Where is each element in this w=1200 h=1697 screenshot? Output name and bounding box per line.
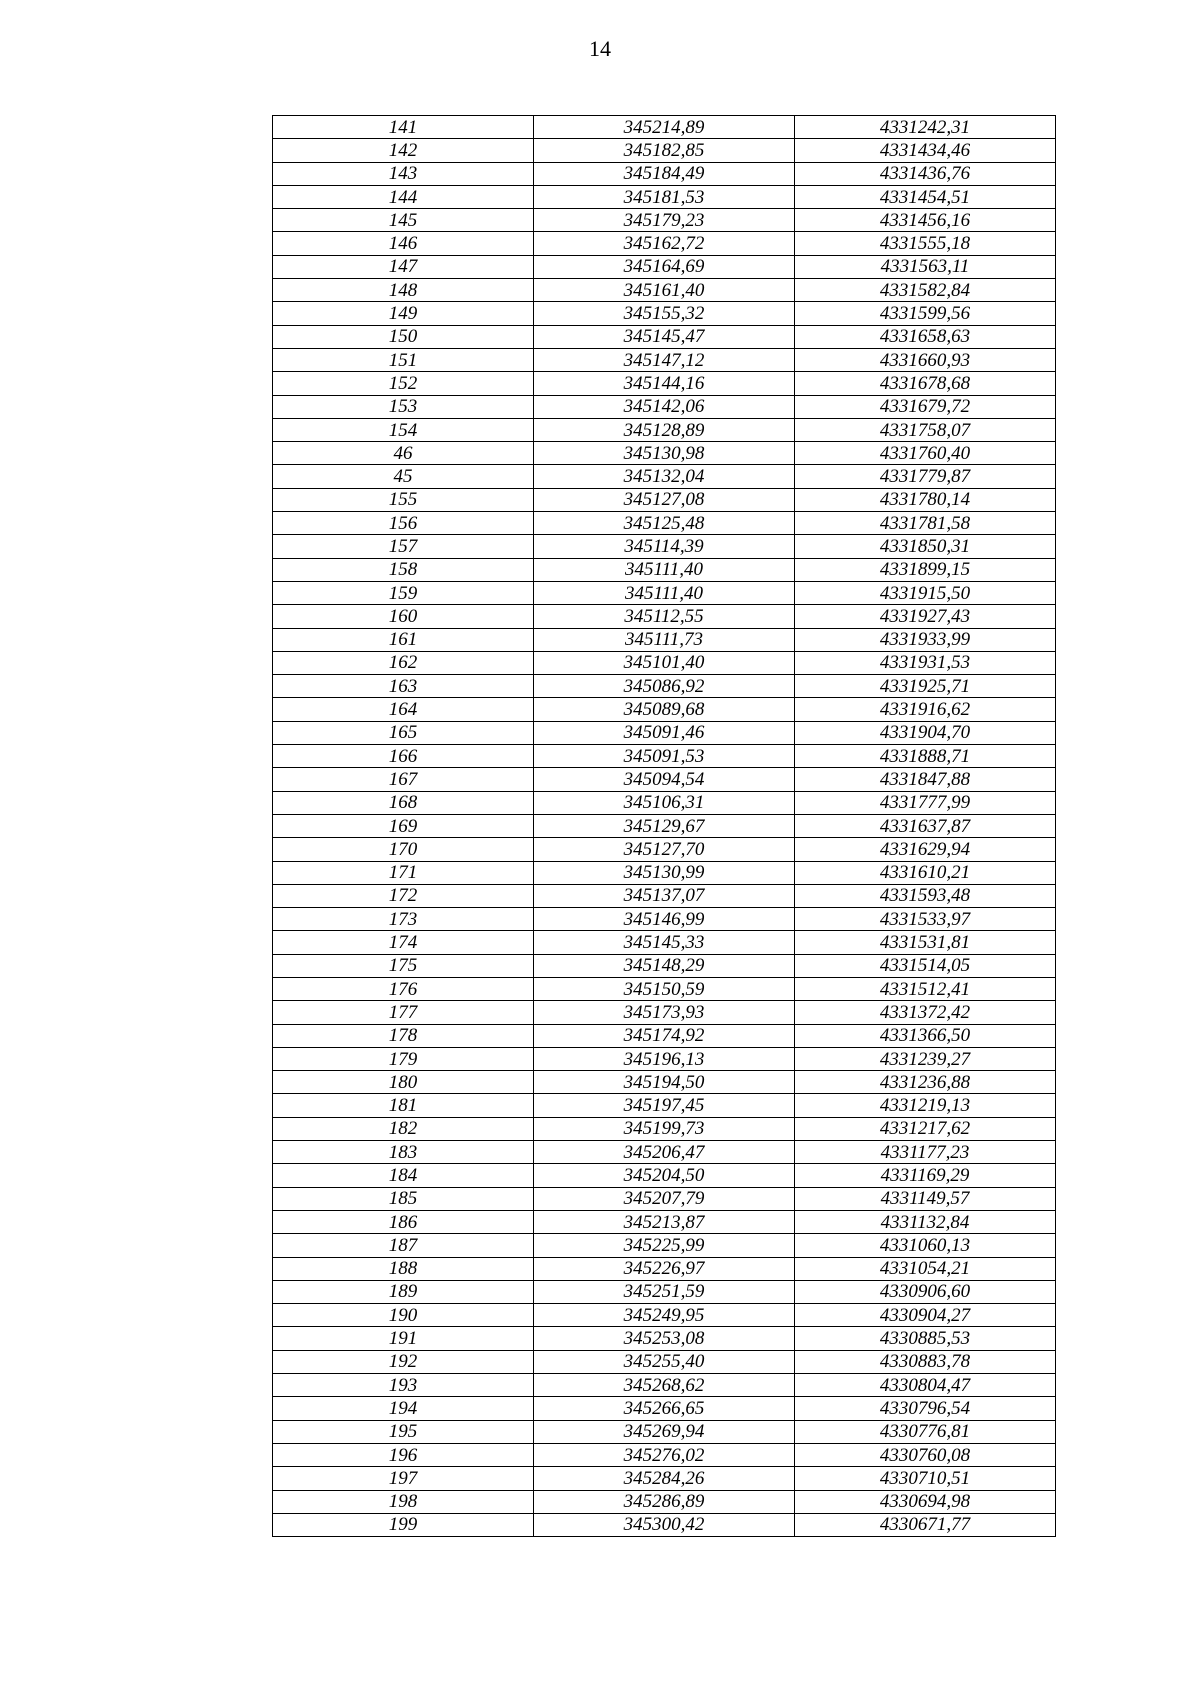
table-row — [273, 209, 1056, 232]
table-row — [273, 838, 1056, 861]
y-coordinate-cell: 4330694,98 — [795, 1490, 1056, 1513]
point-number-cell: 171 — [273, 861, 534, 884]
table-row — [273, 1047, 1056, 1070]
y-coordinate-cell: 4331512,41 — [795, 977, 1056, 1000]
y-coordinate-cell: 4331927,43 — [795, 605, 1056, 628]
table-row — [273, 605, 1056, 628]
table-row — [273, 651, 1056, 674]
point-number-cell: 151 — [273, 348, 534, 371]
point-number-cell: 46 — [273, 442, 534, 465]
table-row — [273, 1071, 1056, 1094]
point-number-cell: 141 — [273, 116, 534, 139]
y-coordinate-cell: 4331904,70 — [795, 721, 1056, 744]
x-coordinate-cell: 345145,47 — [534, 325, 795, 348]
x-coordinate-cell: 345111,73 — [534, 628, 795, 651]
point-number-cell: 152 — [273, 372, 534, 395]
point-number-cell: 198 — [273, 1490, 534, 1513]
table-row — [273, 372, 1056, 395]
y-coordinate-cell: 4331533,97 — [795, 908, 1056, 931]
y-coordinate-cell: 4331916,62 — [795, 698, 1056, 721]
point-number-cell: 196 — [273, 1443, 534, 1466]
y-coordinate-cell: 4330904,27 — [795, 1304, 1056, 1327]
x-coordinate-cell: 345101,40 — [534, 651, 795, 674]
point-number-cell: 174 — [273, 931, 534, 954]
table-row — [273, 1164, 1056, 1187]
point-number-cell: 186 — [273, 1210, 534, 1233]
point-number-cell: 155 — [273, 488, 534, 511]
point-number-cell: 180 — [273, 1071, 534, 1094]
table-row — [273, 1094, 1056, 1117]
x-coordinate-cell: 345094,54 — [534, 768, 795, 791]
x-coordinate-cell: 345130,98 — [534, 442, 795, 465]
x-coordinate-cell: 345150,59 — [534, 977, 795, 1000]
x-coordinate-cell: 345174,92 — [534, 1024, 795, 1047]
y-coordinate-cell: 4331610,21 — [795, 861, 1056, 884]
x-coordinate-cell: 345089,68 — [534, 698, 795, 721]
y-coordinate-cell: 4330804,47 — [795, 1374, 1056, 1397]
y-coordinate-cell: 4331217,62 — [795, 1117, 1056, 1140]
table-row — [273, 1350, 1056, 1373]
point-number-cell: 167 — [273, 768, 534, 791]
x-coordinate-cell: 345091,53 — [534, 745, 795, 768]
x-coordinate-cell: 345148,29 — [534, 954, 795, 977]
point-number-cell: 144 — [273, 185, 534, 208]
x-coordinate-cell: 345106,31 — [534, 791, 795, 814]
point-number-cell: 183 — [273, 1141, 534, 1164]
table-row — [273, 954, 1056, 977]
y-coordinate-cell: 4331678,68 — [795, 372, 1056, 395]
x-coordinate-cell: 345128,89 — [534, 418, 795, 441]
y-coordinate-cell: 4330671,77 — [795, 1513, 1056, 1536]
x-coordinate-cell: 345182,85 — [534, 139, 795, 162]
x-coordinate-cell: 345266,65 — [534, 1397, 795, 1420]
x-coordinate-cell: 345125,48 — [534, 512, 795, 535]
y-coordinate-cell: 4331850,31 — [795, 535, 1056, 558]
point-number-cell: 199 — [273, 1513, 534, 1536]
x-coordinate-cell: 345276,02 — [534, 1443, 795, 1466]
y-coordinate-cell: 4331366,50 — [795, 1024, 1056, 1047]
x-coordinate-cell: 345199,73 — [534, 1117, 795, 1140]
table-row — [273, 325, 1056, 348]
table-row — [273, 1374, 1056, 1397]
y-coordinate-cell: 4331219,13 — [795, 1094, 1056, 1117]
table-row — [273, 418, 1056, 441]
x-coordinate-cell: 345142,06 — [534, 395, 795, 418]
table-row — [273, 977, 1056, 1000]
y-coordinate-cell: 4331660,93 — [795, 348, 1056, 371]
x-coordinate-cell: 345253,08 — [534, 1327, 795, 1350]
y-coordinate-cell: 4330906,60 — [795, 1280, 1056, 1303]
table-row — [273, 1257, 1056, 1280]
y-coordinate-cell: 4331847,88 — [795, 768, 1056, 791]
table-row — [273, 1280, 1056, 1303]
x-coordinate-cell: 345286,89 — [534, 1490, 795, 1513]
x-coordinate-cell: 345226,97 — [534, 1257, 795, 1280]
y-coordinate-cell: 4330776,81 — [795, 1420, 1056, 1443]
point-number-cell: 161 — [273, 628, 534, 651]
table-row — [273, 139, 1056, 162]
table-row — [273, 348, 1056, 371]
point-number-cell: 154 — [273, 418, 534, 441]
page-number: 14 — [589, 36, 611, 61]
x-coordinate-cell: 345145,33 — [534, 931, 795, 954]
y-coordinate-cell: 4330885,53 — [795, 1327, 1056, 1350]
table-row — [273, 908, 1056, 931]
table-row — [273, 465, 1056, 488]
y-coordinate-cell: 4331931,53 — [795, 651, 1056, 674]
y-coordinate-cell: 4331780,14 — [795, 488, 1056, 511]
x-coordinate-cell: 345204,50 — [534, 1164, 795, 1187]
point-number-cell: 191 — [273, 1327, 534, 1350]
y-coordinate-cell: 4330760,08 — [795, 1443, 1056, 1466]
x-coordinate-cell: 345147,12 — [534, 348, 795, 371]
point-number-cell: 168 — [273, 791, 534, 814]
x-coordinate-cell: 345300,42 — [534, 1513, 795, 1536]
x-coordinate-cell: 345132,04 — [534, 465, 795, 488]
point-number-cell: 45 — [273, 465, 534, 488]
table-row — [273, 1234, 1056, 1257]
table-row — [273, 512, 1056, 535]
y-coordinate-cell: 4331434,46 — [795, 139, 1056, 162]
table-row — [273, 1397, 1056, 1420]
table-row — [273, 1141, 1056, 1164]
y-coordinate-cell: 4331236,88 — [795, 1071, 1056, 1094]
point-number-cell: 197 — [273, 1467, 534, 1490]
y-coordinate-cell: 4331933,99 — [795, 628, 1056, 651]
point-number-cell: 195 — [273, 1420, 534, 1443]
point-number-cell: 162 — [273, 651, 534, 674]
x-coordinate-cell: 345111,40 — [534, 558, 795, 581]
x-coordinate-cell: 345206,47 — [534, 1141, 795, 1164]
x-coordinate-cell: 345179,23 — [534, 209, 795, 232]
table-row — [273, 581, 1056, 604]
y-coordinate-cell: 4331925,71 — [795, 675, 1056, 698]
table-row — [273, 232, 1056, 255]
x-coordinate-cell: 345129,67 — [534, 814, 795, 837]
y-coordinate-cell: 4331758,07 — [795, 418, 1056, 441]
x-coordinate-cell: 345181,53 — [534, 185, 795, 208]
x-coordinate-cell: 345197,45 — [534, 1094, 795, 1117]
point-number-cell: 193 — [273, 1374, 534, 1397]
table-row — [273, 488, 1056, 511]
y-coordinate-cell: 4331054,21 — [795, 1257, 1056, 1280]
point-number-cell: 147 — [273, 255, 534, 278]
x-coordinate-cell: 345251,59 — [534, 1280, 795, 1303]
x-coordinate-cell: 345284,26 — [534, 1467, 795, 1490]
table-row — [273, 279, 1056, 302]
table-row — [273, 395, 1056, 418]
point-number-cell: 185 — [273, 1187, 534, 1210]
point-number-cell: 189 — [273, 1280, 534, 1303]
point-number-cell: 182 — [273, 1117, 534, 1140]
table-row — [273, 931, 1056, 954]
x-coordinate-cell: 345184,49 — [534, 162, 795, 185]
table-row — [273, 1001, 1056, 1024]
y-coordinate-cell: 4331781,58 — [795, 512, 1056, 535]
point-number-cell: 169 — [273, 814, 534, 837]
point-number-cell: 184 — [273, 1164, 534, 1187]
table-row — [273, 814, 1056, 837]
y-coordinate-cell: 4331563,11 — [795, 255, 1056, 278]
table-row — [273, 1490, 1056, 1513]
x-coordinate-cell: 345112,55 — [534, 605, 795, 628]
y-coordinate-cell: 4331779,87 — [795, 465, 1056, 488]
x-coordinate-cell: 345268,62 — [534, 1374, 795, 1397]
x-coordinate-cell: 345214,89 — [534, 116, 795, 139]
y-coordinate-cell: 4331132,84 — [795, 1210, 1056, 1233]
point-number-cell: 188 — [273, 1257, 534, 1280]
point-number-cell: 173 — [273, 908, 534, 931]
x-coordinate-cell: 345111,40 — [534, 581, 795, 604]
y-coordinate-cell: 4331777,99 — [795, 791, 1056, 814]
x-coordinate-cell: 345196,13 — [534, 1047, 795, 1070]
point-number-cell: 176 — [273, 977, 534, 1000]
point-number-cell: 170 — [273, 838, 534, 861]
y-coordinate-cell: 4330796,54 — [795, 1397, 1056, 1420]
table-row — [273, 255, 1056, 278]
x-coordinate-cell: 345255,40 — [534, 1350, 795, 1373]
x-coordinate-cell: 345213,87 — [534, 1210, 795, 1233]
table-row — [273, 1024, 1056, 1047]
x-coordinate-cell: 345144,16 — [534, 372, 795, 395]
x-coordinate-cell: 345127,70 — [534, 838, 795, 861]
y-coordinate-cell: 4331637,87 — [795, 814, 1056, 837]
y-coordinate-cell: 4330883,78 — [795, 1350, 1056, 1373]
point-number-cell: 153 — [273, 395, 534, 418]
coordinates-table — [272, 115, 1056, 1537]
table-row — [273, 1327, 1056, 1350]
y-coordinate-cell: 4331169,29 — [795, 1164, 1056, 1187]
y-coordinate-cell: 4331454,51 — [795, 185, 1056, 208]
y-coordinate-cell: 4331456,16 — [795, 209, 1056, 232]
point-number-cell: 179 — [273, 1047, 534, 1070]
table-row — [273, 1117, 1056, 1140]
point-number-cell: 142 — [273, 139, 534, 162]
y-coordinate-cell: 4331177,23 — [795, 1141, 1056, 1164]
point-number-cell: 157 — [273, 535, 534, 558]
table-row — [273, 1210, 1056, 1233]
point-number-cell: 163 — [273, 675, 534, 698]
point-number-cell: 143 — [273, 162, 534, 185]
y-coordinate-cell: 4331242,31 — [795, 116, 1056, 139]
y-coordinate-cell: 4331149,57 — [795, 1187, 1056, 1210]
y-coordinate-cell: 4331436,76 — [795, 162, 1056, 185]
x-coordinate-cell: 345091,46 — [534, 721, 795, 744]
x-coordinate-cell: 345086,92 — [534, 675, 795, 698]
table-row — [273, 1304, 1056, 1327]
point-number-cell: 145 — [273, 209, 534, 232]
point-number-cell: 149 — [273, 302, 534, 325]
point-number-cell: 177 — [273, 1001, 534, 1024]
table-row — [273, 558, 1056, 581]
table-row — [273, 791, 1056, 814]
table-row — [273, 861, 1056, 884]
table-row — [273, 302, 1056, 325]
table-row — [273, 1513, 1056, 1536]
point-number-cell: 194 — [273, 1397, 534, 1420]
y-coordinate-cell: 4331531,81 — [795, 931, 1056, 954]
y-coordinate-cell: 4331555,18 — [795, 232, 1056, 255]
point-number-cell: 158 — [273, 558, 534, 581]
table-row — [273, 768, 1056, 791]
x-coordinate-cell: 345146,99 — [534, 908, 795, 931]
point-number-cell: 178 — [273, 1024, 534, 1047]
x-coordinate-cell: 345114,39 — [534, 535, 795, 558]
point-number-cell: 160 — [273, 605, 534, 628]
x-coordinate-cell: 345164,69 — [534, 255, 795, 278]
table-row — [273, 675, 1056, 698]
table-row — [273, 628, 1056, 651]
table-row — [273, 721, 1056, 744]
x-coordinate-cell: 345249,95 — [534, 1304, 795, 1327]
point-number-cell: 150 — [273, 325, 534, 348]
point-number-cell: 165 — [273, 721, 534, 744]
x-coordinate-cell: 345137,07 — [534, 884, 795, 907]
x-coordinate-cell: 345194,50 — [534, 1071, 795, 1094]
point-number-cell: 172 — [273, 884, 534, 907]
y-coordinate-cell: 4331599,56 — [795, 302, 1056, 325]
y-coordinate-cell: 4331593,48 — [795, 884, 1056, 907]
coordinates-table-body — [273, 116, 1056, 1537]
y-coordinate-cell: 4331679,72 — [795, 395, 1056, 418]
x-coordinate-cell: 345155,32 — [534, 302, 795, 325]
table-row — [273, 116, 1056, 139]
table-row — [273, 884, 1056, 907]
table-row — [273, 1187, 1056, 1210]
table-row — [273, 535, 1056, 558]
table-row — [273, 442, 1056, 465]
x-coordinate-cell: 345207,79 — [534, 1187, 795, 1210]
point-number-cell: 175 — [273, 954, 534, 977]
y-coordinate-cell: 4331888,71 — [795, 745, 1056, 768]
point-number-cell: 192 — [273, 1350, 534, 1373]
y-coordinate-cell: 4331239,27 — [795, 1047, 1056, 1070]
point-number-cell: 166 — [273, 745, 534, 768]
point-number-cell: 187 — [273, 1234, 534, 1257]
point-number-cell: 159 — [273, 581, 534, 604]
table-row — [273, 745, 1056, 768]
y-coordinate-cell: 4331915,50 — [795, 581, 1056, 604]
y-coordinate-cell: 4331760,40 — [795, 442, 1056, 465]
table-row — [273, 185, 1056, 208]
y-coordinate-cell: 4331514,05 — [795, 954, 1056, 977]
table-row — [273, 162, 1056, 185]
x-coordinate-cell: 345161,40 — [534, 279, 795, 302]
table-row — [273, 1443, 1056, 1466]
point-number-cell: 164 — [273, 698, 534, 721]
y-coordinate-cell: 4331372,42 — [795, 1001, 1056, 1024]
table-row — [273, 1420, 1056, 1443]
x-coordinate-cell: 345130,99 — [534, 861, 795, 884]
point-number-cell: 146 — [273, 232, 534, 255]
y-coordinate-cell: 4331060,13 — [795, 1234, 1056, 1257]
point-number-cell: 190 — [273, 1304, 534, 1327]
y-coordinate-cell: 4331899,15 — [795, 558, 1056, 581]
y-coordinate-cell: 4331629,94 — [795, 838, 1056, 861]
x-coordinate-cell: 345127,08 — [534, 488, 795, 511]
y-coordinate-cell: 4330710,51 — [795, 1467, 1056, 1490]
x-coordinate-cell: 345269,94 — [534, 1420, 795, 1443]
table-row — [273, 698, 1056, 721]
table-row — [273, 1467, 1056, 1490]
x-coordinate-cell: 345173,93 — [534, 1001, 795, 1024]
point-number-cell: 181 — [273, 1094, 534, 1117]
point-number-cell: 148 — [273, 279, 534, 302]
y-coordinate-cell: 4331658,63 — [795, 325, 1056, 348]
x-coordinate-cell: 345225,99 — [534, 1234, 795, 1257]
point-number-cell: 156 — [273, 512, 534, 535]
x-coordinate-cell: 345162,72 — [534, 232, 795, 255]
y-coordinate-cell: 4331582,84 — [795, 279, 1056, 302]
